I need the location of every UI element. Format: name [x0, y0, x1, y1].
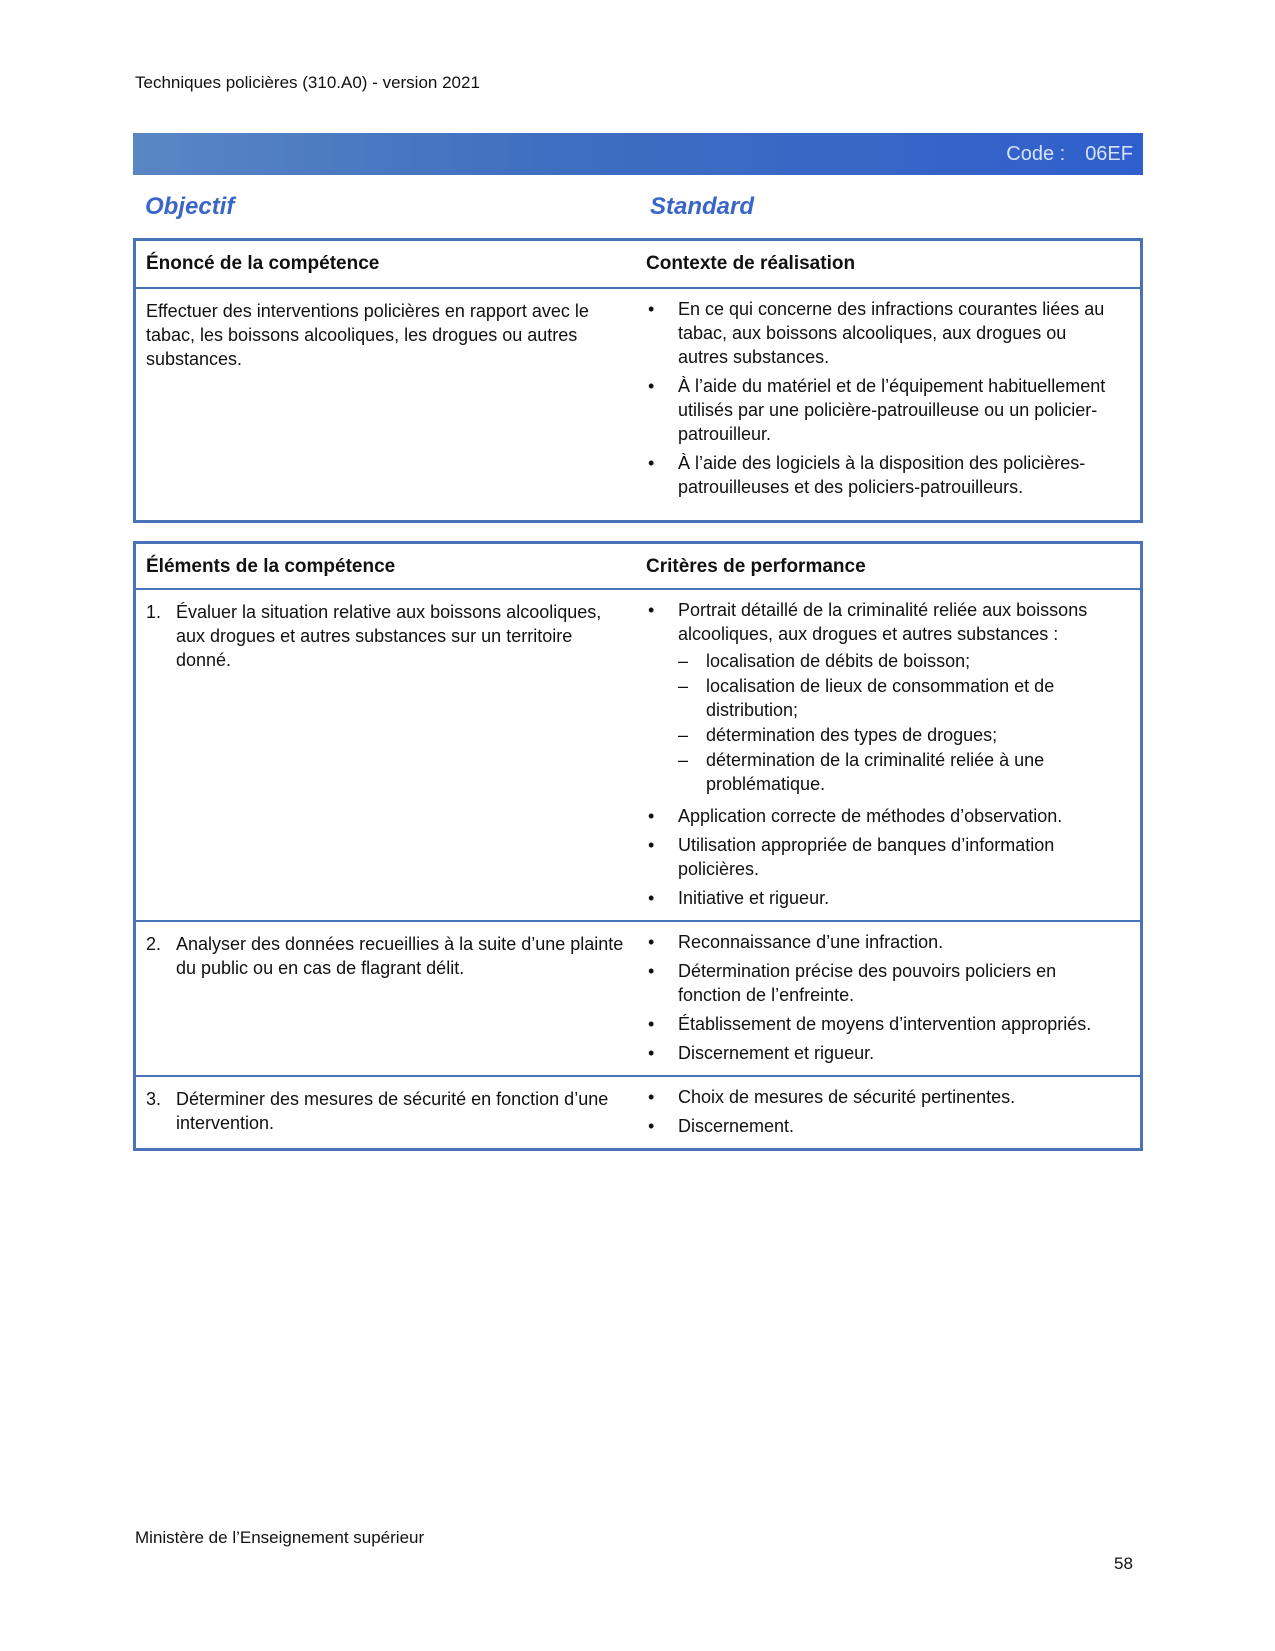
element-text: Analyser des données recueillies à la suite d’une plainte du public ou en cas de flagrant délit.	[176, 934, 624, 978]
bullet-icon: •	[648, 1116, 655, 1136]
list-item: • À l’aide du matériel et de l’équipement habituellement utilisés par une policière-patrouilleuse ou un policier-patrouilleur.	[648, 376, 1106, 445]
element-number: 2.	[146, 934, 162, 954]
element-number: 3.	[146, 1089, 162, 1109]
statement-column-header: Énoncé de la compétence	[135, 240, 647, 289]
list-item: • Détermination précise des pouvoirs policiers en fonction de l’enfreinte.	[648, 961, 1057, 1005]
bullet-icon: •	[648, 376, 655, 397]
document-header: Techniques policières (310.A0) - version 2021	[135, 73, 480, 92]
list-item: • Établissement de moyens d’intervention appropriés.	[648, 1014, 1092, 1034]
competency-code	[1006, 143, 1133, 166]
bullet-icon: •	[648, 835, 655, 855]
bullet-icon: •	[648, 600, 655, 620]
list-item: • À l’aide des logiciels à la disposition des policières-patrouilleuses et des policiers-patrouilleurs.	[648, 453, 1086, 498]
bullet-icon: •	[648, 453, 655, 474]
context-column-header: Contexte de réalisation	[646, 240, 1142, 289]
list-item: • Choix de mesures de sécurité pertinentes.	[648, 1087, 1016, 1107]
code-band	[133, 133, 1143, 175]
list-item: – localisation de débits de boisson;	[678, 651, 971, 671]
dash-icon: –	[678, 750, 689, 770]
element-text: Évaluer la situation relative aux boissons alcooliques, aux drogues et autres substances sur un territoire donné.	[176, 602, 602, 670]
element-item	[146, 932, 631, 980]
list-item: • Discernement.	[648, 1116, 795, 1136]
bullet-icon: •	[648, 806, 655, 826]
list-item: – détermination des types de drogues;	[678, 725, 998, 745]
criteria-list	[646, 1085, 1120, 1138]
dash-icon: –	[678, 725, 689, 745]
list-item: • Application correcte de méthodes d’observation.	[648, 806, 1063, 826]
list-item	[646, 598, 1120, 799]
element-item	[146, 600, 631, 672]
bullet-icon: •	[648, 932, 655, 952]
dash-icon: –	[678, 676, 689, 696]
bullet-icon: •	[648, 1087, 655, 1107]
list-item: • Discernement et rigueur.	[648, 1043, 875, 1063]
context-list	[646, 297, 1120, 499]
list-item: – détermination de la criminalité reliée à une problématique.	[678, 750, 1045, 794]
footer-ministry: Ministère de l’Enseignement supérieur	[135, 1528, 425, 1547]
dash-icon: –	[678, 651, 689, 671]
criteria-list	[646, 598, 1120, 910]
criteria-list	[646, 930, 1120, 1065]
list-item: – localisation de lieux de consommation et de distribution;	[678, 676, 1055, 720]
competency-statement: Effectuer des interventions policières en rapport avec le tabac, les boissons alcooliques, les drogues ou autres substances.	[146, 301, 589, 370]
page-number: 58	[1114, 1554, 1133, 1573]
code-value: 06EF	[1085, 143, 1133, 165]
element-text: Déterminer des mesures de sécurité en fonction d’une intervention.	[176, 1089, 609, 1133]
elements-table	[133, 541, 1143, 1151]
bullet-icon: •	[648, 1014, 655, 1034]
criteria-column-header: Critères de performance	[646, 543, 1142, 590]
table-row	[135, 589, 1142, 921]
objectif-heading: Objectif	[145, 193, 235, 220]
list-item: • Utilisation appropriée de banques d’information policières.	[648, 835, 1055, 879]
standard-heading: Standard	[650, 193, 755, 220]
bullet-icon: •	[648, 1043, 655, 1063]
section-headings	[145, 193, 1135, 223]
elements-column-header: Éléments de la compétence	[135, 543, 647, 590]
code-label: Code :	[1006, 143, 1066, 165]
list-item: • En ce qui concerne des infractions courantes liées au tabac, aux boissons alcooliques, aux drogues ou autres substances.	[648, 299, 1105, 368]
list-item: • Initiative et rigueur.	[648, 888, 830, 908]
statement-table	[133, 238, 1143, 523]
bullet-icon: •	[648, 299, 655, 320]
list-item: • Reconnaissance d’une infraction.	[648, 932, 944, 952]
element-item	[146, 1087, 631, 1135]
bullet-icon: •	[648, 888, 655, 908]
criterion-text: Portrait détaillé de la criminalité reliée aux boissons alcooliques, aux drogues et autres substances :	[678, 600, 1088, 644]
bullet-icon: •	[648, 961, 655, 981]
table-row	[135, 1076, 1142, 1150]
sub-criteria-list	[678, 649, 1120, 796]
element-number: 1.	[146, 602, 162, 622]
table-row	[135, 921, 1142, 1076]
